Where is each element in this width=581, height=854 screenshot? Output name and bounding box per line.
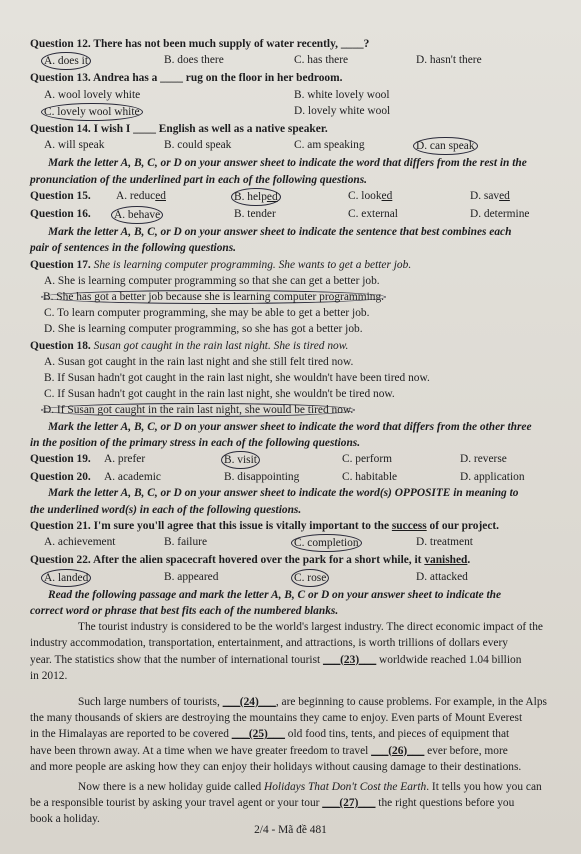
- q16-option-b[interactable]: B. tender: [234, 208, 276, 221]
- q22-option-b[interactable]: B. appeared: [164, 570, 219, 583]
- q12-options: [30, 52, 559, 70]
- q13-option-d[interactable]: D. lovely white wool: [294, 104, 391, 117]
- q17-stem: Question 17. She is learning computer programming. She wants to get a better job.: [30, 258, 412, 271]
- q16-row: [30, 206, 559, 224]
- q13-option-a[interactable]: A. wool lovely white: [44, 88, 141, 101]
- guide-title: Holidays That Don't Cost the Earth: [264, 780, 427, 793]
- q20-option-d[interactable]: D. application: [460, 471, 525, 484]
- q19-option-c[interactable]: C. perform: [342, 453, 392, 466]
- q18-option-c[interactable]: C. If Susan hadn't got caught in the rain last night, she wouldn't be tired now.: [44, 388, 395, 401]
- q18-option-a[interactable]: A. Susan got caught in the rain last night and she still felt tired now.: [44, 355, 354, 368]
- q22-option-a[interactable]: A. landed: [30, 569, 164, 587]
- q15-option-b[interactable]: B. helped: [234, 188, 348, 206]
- q18-stem: Question 18. Susan got caught in the rain last night. She is tired now.: [30, 339, 349, 352]
- q13-option-c[interactable]: C. lovely wool white: [30, 103, 294, 121]
- q17-option-c[interactable]: C. To learn computer programming, she may be able to get a better job.: [44, 307, 370, 320]
- q21-option-d[interactable]: D. treatment: [416, 536, 473, 549]
- q15-option-c[interactable]: C. looked: [348, 189, 393, 202]
- q15-label: Question 15.: [30, 189, 91, 202]
- q22-underlined-word: vanished: [424, 554, 468, 567]
- q15-option-a[interactable]: A. reduced: [116, 189, 166, 202]
- passage-paragraph-2: Such large numbers of tourists, ___(24)___, are beginning to cause problems. For example, in the Alps the many thousands of skiers are destroying the mountains they came to enjoy. Even parts of Mount Everest in the Himalayas are reported to be covered ___(25)___ old food tins, tents, and pieces of equipment that have been thrown away. At a time when we have greater freedom to travel ___(26)___ ever before, more and more people are asking how they can enjoy their holidays without causing damage to their destinations.: [30, 695, 547, 773]
- q14-option-c[interactable]: C. am speaking: [294, 139, 365, 152]
- q15-option-d[interactable]: D. saved: [470, 189, 510, 202]
- q21-options: [30, 534, 559, 552]
- blank-26[interactable]: ___(26)___: [371, 744, 425, 757]
- q13-options-row1: [30, 87, 559, 103]
- q17-option-b[interactable]: B. She has got a better job because she is learning computer programming.: [43, 291, 384, 304]
- q20-option-a[interactable]: A. academic: [104, 471, 161, 484]
- q20-option-b[interactable]: B. disappointing: [224, 471, 300, 484]
- q14-option-b[interactable]: B. could speak: [164, 139, 232, 152]
- instruction-stress: Mark the letter A, B, C, or D on your answer sheet to indicate the word that differs from the other three in the position of the primary stress in each of the following questions.: [30, 420, 532, 449]
- q17-option-a[interactable]: A. She is learning computer programming so that she can get a better job.: [44, 274, 380, 287]
- q13-stem: Question 13. Andrea has a ____ rug on the floor in her bedroom.: [30, 72, 343, 85]
- q21-option-c[interactable]: C. completion: [294, 534, 416, 552]
- q13-options-row2: [30, 103, 559, 121]
- q20-row: [30, 469, 559, 485]
- q19-option-b[interactable]: B. visit: [224, 451, 342, 469]
- passage-paragraph-3: Now there is a new holiday guide called Holidays That Don't Cost the Earth. It tells you how you can be a responsible tourist by asking your travel agent or your tour ___(27)___ the right questions before you book a holiday.: [30, 780, 542, 826]
- q22-stem: Question 22. After the alien spacecraft hovered over the park for a short while, it vanished.: [30, 554, 471, 567]
- blank-25[interactable]: ___(25)___: [231, 728, 285, 741]
- blank-23[interactable]: ___(23)___: [323, 653, 377, 666]
- instruction-combine: Mark the letter A, B, C, or D on your answer sheet to indicate the sentence that best combines each pair of sentences in the following questions.: [30, 226, 512, 255]
- q17-option-d[interactable]: D. She is learning computer programming, so she has got a better job.: [44, 323, 363, 336]
- instruction-opposite: Mark the letter A, B, C, or D on your answer sheet to indicate the word(s) OPPOSITE in meaning to the underlined word(s) in each of the following questions.: [30, 487, 519, 516]
- q19-label: Question 19.: [30, 453, 91, 466]
- q12-option-a[interactable]: A. does it: [30, 52, 164, 70]
- q22-option-d[interactable]: D. attacked: [416, 570, 468, 583]
- q15-row: [30, 188, 559, 206]
- q12-option-c[interactable]: C. has there: [294, 54, 349, 67]
- blank-24[interactable]: ___(24)___: [222, 695, 276, 708]
- q13-option-b[interactable]: B. white lovely wool: [294, 88, 390, 101]
- q18-option-d[interactable]: D. If Susan got caught in the rain last night, she would be tired now.: [43, 404, 354, 417]
- q16-label: Question 16.: [30, 208, 91, 221]
- q21-option-a[interactable]: A. achievement: [44, 536, 116, 549]
- q19-option-d[interactable]: D. reverse: [460, 453, 507, 466]
- q14-options: [30, 137, 559, 155]
- instruction-pronunciation: Mark the letter A, B, C, or D on your answer sheet to indicate the word that differs from the rest in the pronunciation of the underlined part in each of the following questions.: [30, 157, 527, 186]
- q20-option-c[interactable]: C. habitable: [342, 471, 398, 484]
- passage-paragraph-1: The tourist industry is considered to be the world's largest industry. The direct economic impact of the industry accommodation, transportation, entertainment, and attractions, is worth trillions of dollars every year. The statistics show that the number of international tourist ___(23)___ worldwide reached 1.04 billion in 2012.: [30, 621, 543, 682]
- q20-label: Question 20.: [30, 471, 91, 484]
- q19-option-a[interactable]: A. prefer: [104, 453, 146, 466]
- q16-option-a[interactable]: A. behave: [114, 206, 234, 224]
- q12-option-b[interactable]: B. does there: [164, 54, 224, 67]
- page-footer: 2/4 - Mã đề 481: [254, 823, 327, 836]
- q16-option-d[interactable]: D. determine: [470, 208, 530, 221]
- blank-27[interactable]: ___(27)___: [322, 797, 376, 810]
- q21-underlined-word: success: [391, 519, 427, 532]
- q16-option-c[interactable]: C. external: [348, 208, 398, 221]
- q21-option-b[interactable]: B. failure: [164, 536, 208, 549]
- q12-stem: Question 12. There has not been much supply of water recently, ____?: [30, 38, 370, 50]
- instruction-passage: Read the following passage and mark the letter A, B, C or D on your answer sheet to indicate the correct word or phrase that best fits each of the numbered blanks.: [30, 588, 502, 617]
- q22-option-c[interactable]: C. rose: [294, 569, 416, 587]
- q14-stem: Question 14. I wish I ____ English as well as a native speaker.: [30, 123, 328, 136]
- q14-option-d[interactable]: D. can speak: [416, 137, 536, 155]
- q22-options: [30, 569, 559, 587]
- q14-option-a[interactable]: A. will speak: [44, 139, 105, 152]
- q18-option-b[interactable]: B. If Susan hadn't got caught in the rain last night, she wouldn't have been tired now.: [44, 372, 430, 385]
- q19-row: [30, 451, 559, 469]
- q12-option-d[interactable]: D. hasn't there: [416, 54, 482, 67]
- q21-stem: Question 21. I'm sure you'll agree that this issue is vitally important to the success of our project.: [30, 519, 500, 532]
